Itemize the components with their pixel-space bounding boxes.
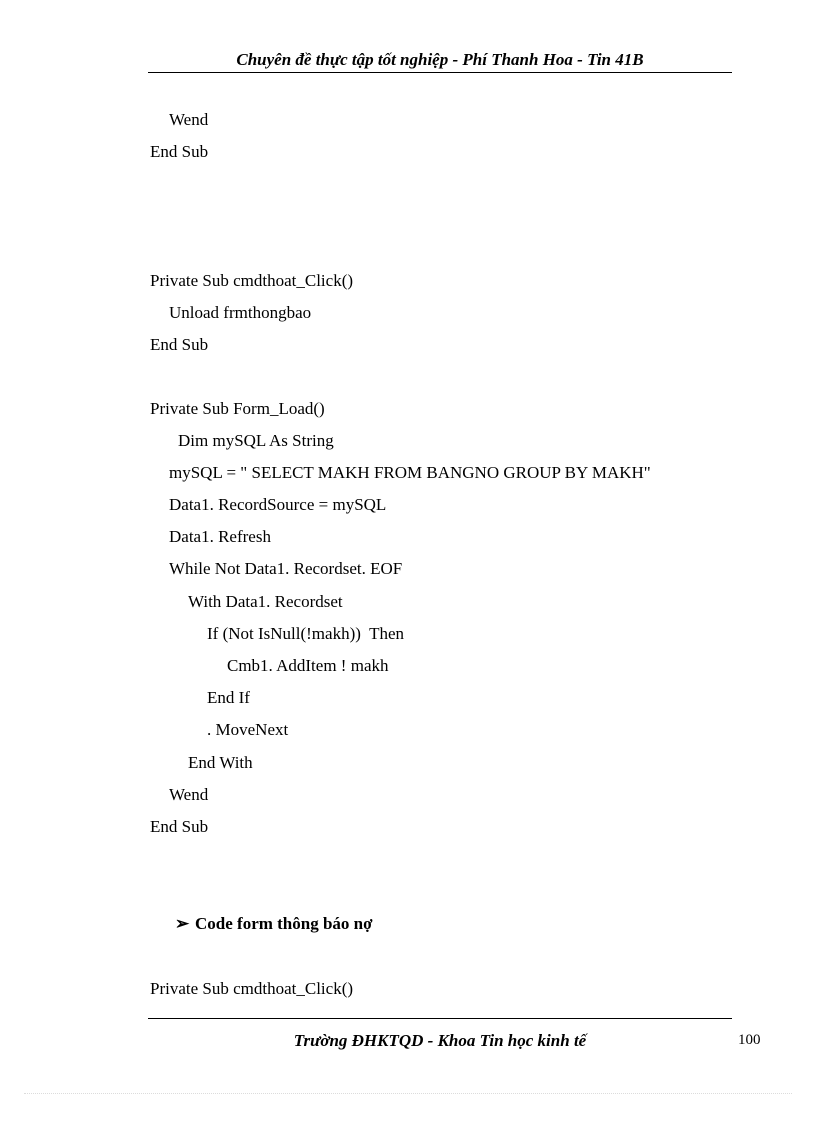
code-line: Data1. RecordSource = mySQL [169,495,387,514]
page-bottom-edge [24,1093,792,1094]
code-line: Private Sub Form_Load() [150,399,325,418]
code-line: Private Sub cmdthoat_Click() [150,979,354,998]
page-number: 100 [738,1032,761,1048]
code-line: End Sub [150,335,209,354]
header-rule [148,72,732,73]
code-line: While Not Data1. Recordset. EOF [169,559,403,578]
code-line: Data1. Refresh [169,527,271,546]
code-line: With Data1. Recordset [188,592,343,611]
code-line: Cmb1. AddItem ! makh [227,656,389,675]
page-footer-title: Trường ĐHKTQD - Khoa Tin học kinh tế [293,1031,587,1050]
arrow-bullet-icon: ➢ [175,914,190,933]
code-line: End With [188,753,253,772]
footer-rule [148,1018,732,1019]
section-heading [175,913,373,935]
code-line: End Sub [150,817,209,836]
code-line: Unload frmthongbao [169,303,312,322]
code-line: End Sub [150,142,209,161]
code-line: Wend [169,110,209,129]
code-line: Private Sub cmdthoat_Click() [150,271,354,290]
code-line: If (Not IsNull(!makh)) Then [207,624,405,643]
code-line: Wend [169,785,209,804]
code-line: Dim mySQL As String [178,431,334,450]
page-header-title: Chuyên đề thực tập tốt nghiệp - Phí Thanh Hoa - Tin 41B [236,50,644,69]
code-line: End If [207,688,250,707]
code-line: . MoveNext [207,720,289,739]
code-line: mySQL = " SELECT MAKH FROM BANGNO GROUP BY MAKH" [169,463,651,482]
section-heading-text: Code form thông báo nợ [195,914,373,933]
